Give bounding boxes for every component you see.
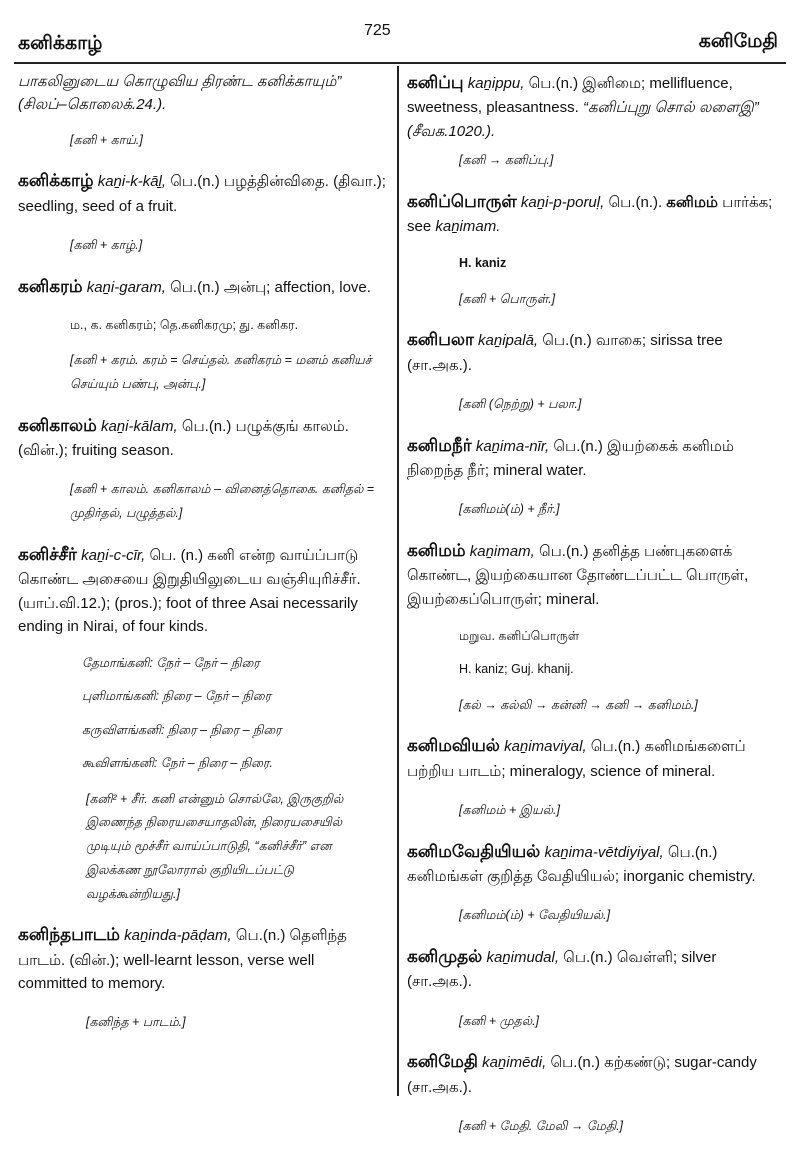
- transliteration: kaṉinda-pāḍam,: [124, 927, 232, 945]
- etymology: [கனி + காய்.]: [70, 132, 143, 147]
- etymology: [கனி + காலம். கனிகாலம் – வினைத்தொகை. கனிதல் = முதிர்தல், பழுத்தல்.]: [70, 482, 375, 521]
- entry-kanimudal: [407, 944, 785, 994]
- transliteration: kaṉima-nīr,: [475, 437, 550, 455]
- transliteration: kaṉipalā,: [478, 332, 539, 350]
- cognates: H. kaniz; Guj. khanij.: [459, 662, 574, 677]
- etymology: [கனி → கனிப்பு.]: [459, 152, 554, 167]
- header-rule: [14, 62, 786, 64]
- cross-reference: கனிமம்: [666, 193, 718, 211]
- transliteration: kaṉi-c-cīr,: [81, 546, 146, 564]
- definition: பெ.(n.) வாகை; sirissa tree (சா.அக.).: [407, 332, 723, 374]
- example-line: தேமாங்கனி: நேர் – நேர் – நிரை: [82, 656, 260, 670]
- headword: கனிமேதி: [407, 1052, 478, 1073]
- transliteration: kaṉi-kālam,: [100, 417, 178, 435]
- entry-kanikkal: [18, 168, 386, 218]
- left-column: [18, 70, 386, 1051]
- definition: பெ.(n.) பழுக்குங் காலம். (வின்.); fruiting season.: [18, 417, 349, 460]
- transliteration: kaṉima-vētdiyiyal,: [544, 843, 664, 861]
- etymology: [கனி + பொருள்.]: [459, 291, 556, 306]
- etymology: [கனி + முதல்.]: [459, 1013, 540, 1028]
- cross-reference-translit: kaṉimam.: [435, 217, 501, 235]
- transliteration: kaṉimēdi,: [482, 1054, 547, 1072]
- headword: கனிமவியல்: [407, 736, 500, 757]
- cognates: ம., க. கனிகரம்; தெ.கனிகரமு; து. கனிகர.: [70, 317, 299, 332]
- headword: கனிந்தபாடம்: [18, 925, 120, 946]
- transliteration: kaṉi-p-poruḷ,: [520, 193, 605, 211]
- etymology: [கனி + காழ்.]: [70, 237, 143, 252]
- entry-kanimedi: [407, 1049, 785, 1099]
- entry-kanimam: [407, 538, 785, 611]
- etymology: [கல் → கல்லி → கன்னி → கனி → கனிமம்.]: [459, 697, 698, 712]
- transliteration: kaṉimudal,: [486, 949, 559, 967]
- guide-word-right: கனிமேதி: [698, 30, 778, 52]
- definition: பெ.(n.) இயற்கைக் கனிமம் நிறைந்த நீர்; mineral water.: [407, 437, 734, 479]
- example-line: புளிமாங்கனி: நிரை – நேர் – நிரை: [82, 689, 272, 704]
- headword: கனிப்பு: [407, 73, 464, 93]
- citation-quote: “கனிப்புறு சொல் லளைஇ” (சீவக.1020.).: [407, 99, 759, 140]
- entry-kanindapadam: [18, 922, 386, 995]
- etymology: [கனிந்த + பாடம்.]: [86, 1015, 186, 1030]
- example-line: கருவிளங்கனி: நிரை – நிரை – நிரை: [82, 722, 282, 737]
- transliteration: kaṉimaviyal,: [504, 738, 587, 756]
- transliteration: kaṉi-k-kāḻ,: [97, 173, 167, 191]
- entry-kanikalam: [18, 413, 386, 463]
- entry-kanimavediyiyal: [407, 839, 785, 889]
- definition: பெ.(n.).: [608, 193, 663, 211]
- transliteration: kaṉimam,: [469, 543, 535, 560]
- etymology: [கனிமம்(ம்) + நீர்.]: [459, 502, 560, 517]
- entry-kanigaram: [18, 274, 386, 300]
- headword: கனிமவேதியியல்: [407, 841, 541, 862]
- definition: பெ.(n.) வெள்ளி; silver (சா.அக.).: [407, 949, 717, 991]
- etymology: [கனி + மேதி. மேலி → மேதி.]: [459, 1118, 624, 1133]
- page-number: 725: [364, 22, 391, 39]
- column-divider: [397, 66, 399, 1096]
- etymology: [கனி² + சீர். கனி என்னும் சொல்லே, இருகுறில் இணைந்த நிரையசையாதலின், நிரையசையில் முடியும் மூச்சீர் வாய்ப்பாடுதி, “கனிச்சீர்” என இலக்கண நூலோரால் குறியிடப்பட்டு வழக்கூன்றியது.]: [86, 791, 344, 901]
- guide-word-left: கனிக்காழ்: [18, 32, 103, 54]
- synonym: மறுவ. கனிப்பொருள்: [459, 628, 580, 643]
- example-line: கூவிளங்கனி: நேர் – நிரை – நிரை.: [82, 756, 273, 771]
- definition: பெ.(n.) தனித்த பண்புகளைக் கொண்ட, இயற்கையான தோண்டப்பட்ட பொருள், இயற்கைப்பொருள்; mineral.: [407, 543, 749, 608]
- definition: பெ.(n.) கனிமங்கள் குறித்த வேதியியல்; inorganic chemistry.: [407, 843, 756, 886]
- headword: கனிமநீர்: [407, 435, 472, 456]
- etymology: [கனி + கரம். கரம் = செய்தல். கனிகரம் = மனம் கனியச் செய்யும் பண்பு, அன்பு.]: [70, 353, 372, 392]
- definition: பெ.(n.) பழத்தின்விதை. (திவா.); seedling, seed of a fruit.: [18, 173, 386, 215]
- definition: பெ.(n.) இனிமை; mellifluence, sweetness, pleasantness.: [407, 75, 733, 117]
- cognates: H. kaniz: [459, 256, 507, 271]
- headword: கனிப்பொருள்: [407, 191, 517, 212]
- headword: கனிகாலம்: [18, 415, 97, 436]
- entry-kanipala: [407, 327, 785, 377]
- headword: கனிபலா: [407, 330, 474, 351]
- definition: பெ.(n.) கனிமங்களைப் பற்றிய பாடம்; mineralogy, science of mineral.: [407, 738, 746, 780]
- page-header: [0, 0, 800, 62]
- headword: கனிகரம்: [18, 276, 83, 297]
- entry-kanimanir: [407, 433, 785, 483]
- continued-quote: பாகலினுடைய கொழுவிய திரண்ட கனிக்காயும்” (சிலப்–கொலைக்.24.).: [18, 73, 342, 114]
- definition: பெ. (n.) கனி என்ற வாய்ப்பாடு கொண்ட அசையை இறுதியிலுடைய வஞ்சியுரிச்சீர். (யாப்.வி.12.); (pros.); foot of three Asai necessarily ending in Nirai, of four kinds.: [18, 546, 361, 635]
- etymology: [கனிமம்(ம்) + வேதியியல்.]: [459, 908, 611, 923]
- headword: கனிமம்: [407, 541, 466, 561]
- definition: பெ.(n.) அன்பு; affection, love.: [170, 278, 371, 296]
- headword: கனிமுதல்: [407, 947, 483, 968]
- definition-see: பார்க்க; see: [407, 193, 773, 235]
- headword: கனிக்காழ்: [18, 171, 94, 192]
- transliteration: kaṉi-garam,: [86, 278, 166, 296]
- definition: பெ.(n.) தெளிந்த பாடம். (வின்.); well-learnt lesson, verse well committed to memory.: [18, 927, 347, 992]
- etymology: [கனிமம் + இயல்.]: [459, 802, 560, 817]
- entry-kaniccir: [18, 542, 386, 638]
- headword: கனிச்சீர்: [18, 544, 77, 565]
- etymology: [கனி (நெற்று) + பலா.]: [459, 396, 582, 411]
- transliteration: kaṉippu,: [467, 75, 525, 92]
- definition: பெ.(n.) கற்கண்டு; sugar-candy (சா.அக.).: [407, 1054, 757, 1096]
- entry-kanimaviyal: [407, 733, 785, 783]
- entry-kaniporul: [407, 189, 785, 239]
- entry-kanippu: [407, 70, 785, 143]
- right-column: [407, 70, 785, 1155]
